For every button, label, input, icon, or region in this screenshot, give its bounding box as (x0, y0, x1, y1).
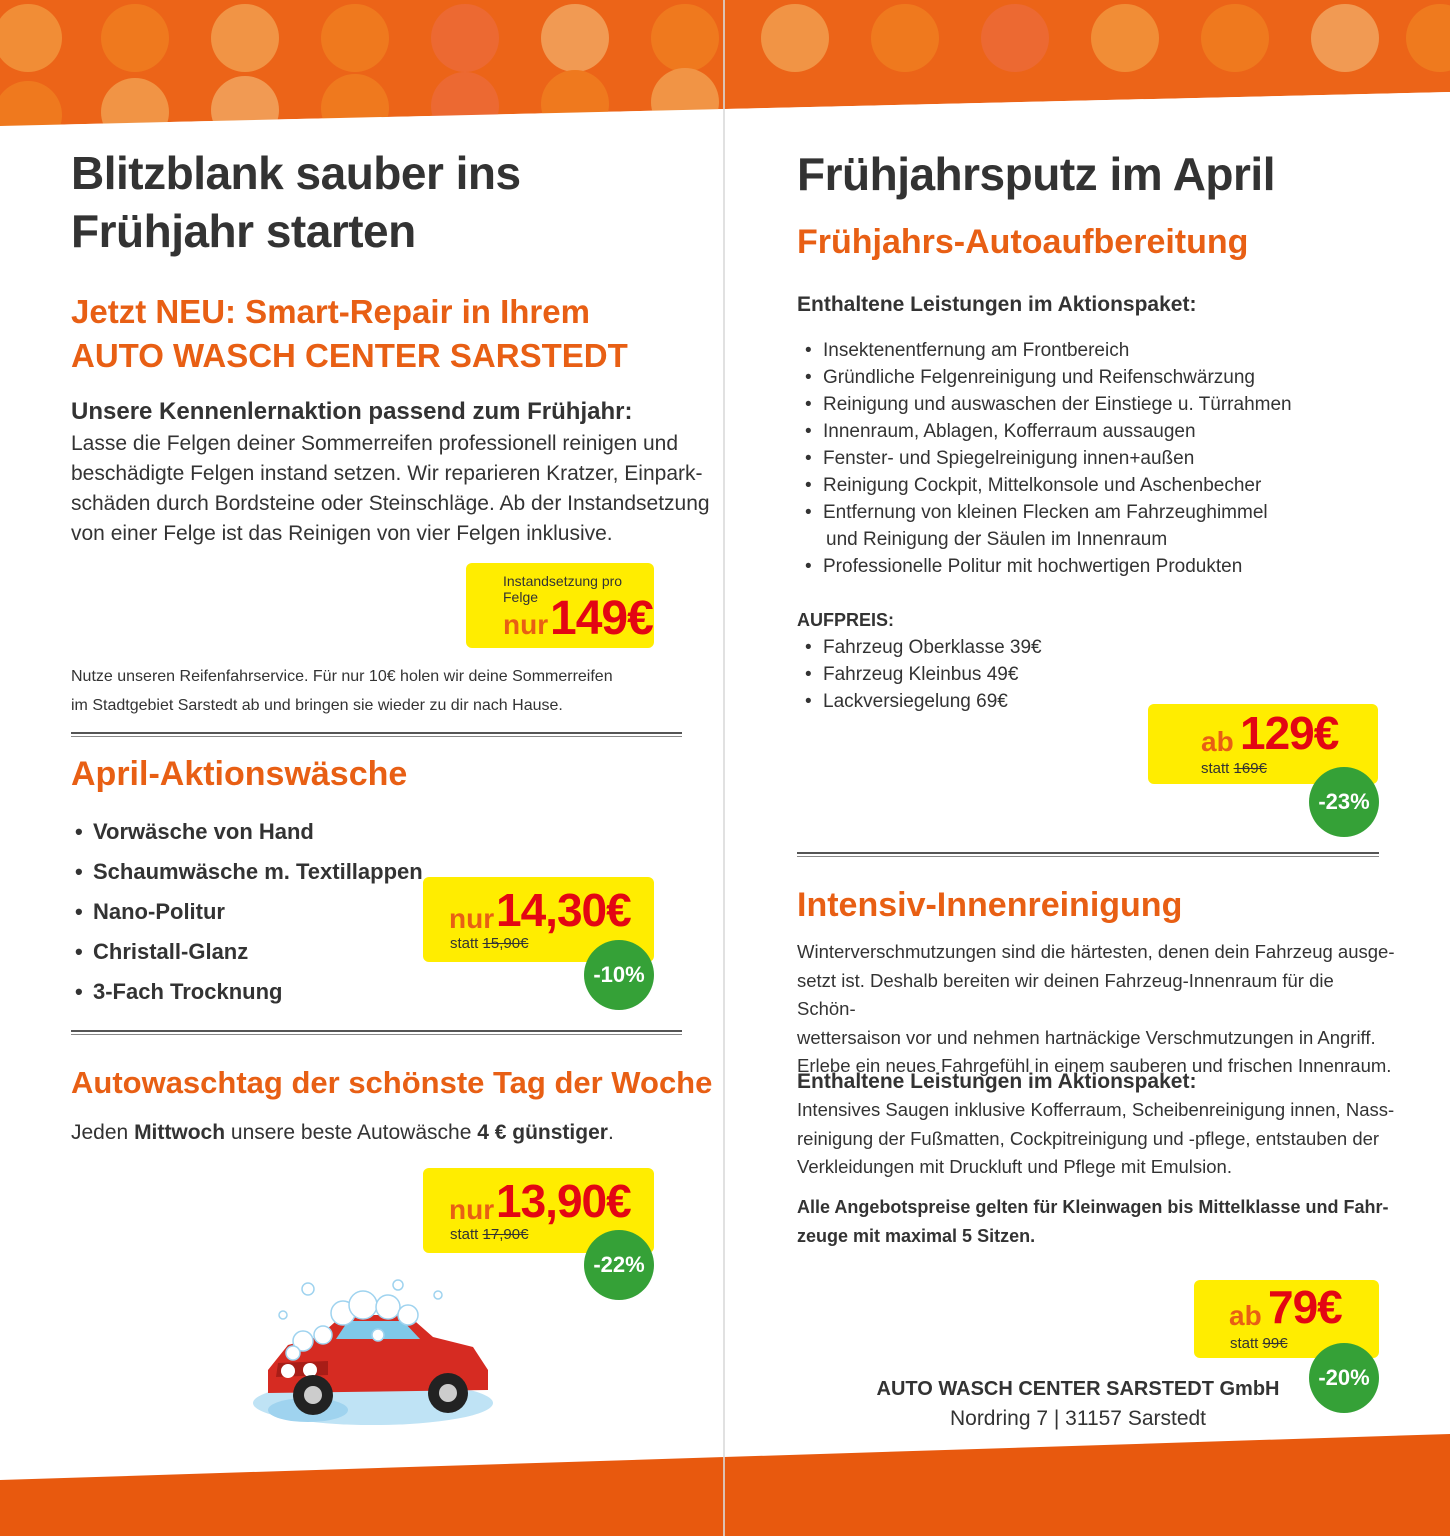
old-price-label: statt (450, 1226, 479, 1243)
divider (797, 852, 1379, 857)
smart-repair-heading-line2: AUTO WASCH CENTER SARSTEDT (71, 337, 628, 374)
price-prefix: ab (1229, 1300, 1262, 1331)
interior-included-text (797, 1096, 1397, 1182)
discount-badge: -10% (584, 940, 654, 1010)
smart-repair-heading-line1: Jetzt NEU: Smart-Repair in Ihrem (71, 293, 590, 330)
list-item: • Fahrzeug Oberklasse 39€ (801, 634, 1201, 661)
description-line: beschädigte Felgen instand setzen. Wir reparieren Kratzer, Einpark- (71, 462, 703, 485)
list-item: • Reinigung Cockpit, Mittelkonsole und Aschenbecher (801, 472, 1361, 499)
smart-repair-heading (71, 290, 711, 378)
price-box-smart-repair (466, 563, 654, 648)
list-item: • Innenraum, Ablagen, Kofferraum aussaugen (801, 418, 1361, 445)
list-item: • Schaumwäsche m. Textillappen (71, 852, 431, 892)
price-value: 79€ (1268, 1281, 1342, 1333)
note-line: zeuge mit maximal 5 Sitzen. (797, 1226, 1036, 1246)
company-name: AUTO WASCH CENTER SARSTEDT GmbH (876, 1378, 1280, 1400)
description-line: wettersaison vor und nehmen hartnäckige Verschmutzungen in Angriff. (797, 1026, 1376, 1048)
old-price-label: statt (1230, 1335, 1259, 1352)
interior-description (797, 938, 1397, 1081)
old-price-value: 17,90€ (482, 1226, 529, 1243)
intro-heading: Unsere Kennenlernaktion passend zum Frühjahr: (71, 398, 633, 425)
spring-included-heading: Enthaltene Leistungen im Aktionspaket: (797, 293, 1197, 316)
footer-band (0, 1420, 1450, 1536)
washing-car-icon (248, 1275, 498, 1435)
old-price-value: 169€ (1233, 760, 1267, 777)
list-item (801, 499, 1361, 553)
old-price-label: statt (450, 935, 479, 952)
wash-day-saving: 4 € günstiger (477, 1121, 608, 1144)
old-price (1230, 1335, 1288, 1352)
description-line: Winterverschmutzungen sind die härtesten, denen dein Fahrzeug ausge- (797, 941, 1395, 962)
discount-badge: -22% (584, 1230, 654, 1300)
old-price-value: 99€ (1262, 1335, 1288, 1352)
description-line: Erlebe ein neues Fahrgefühl in einem sauberen und frischen Innenraum. (797, 1055, 1392, 1076)
wash-day-text-part: unsere beste Autowäsche (230, 1121, 472, 1144)
header-band (0, 0, 1450, 160)
price-caption: Instandsetzung pro Felge (503, 573, 623, 605)
list-item: • 3-Fach Trocknung (71, 972, 431, 1012)
april-wash-list (71, 812, 431, 1012)
interior-heading: Intensiv-Innenreinigung (797, 886, 1183, 924)
old-price-value: 15,90€ (482, 935, 529, 952)
note-line: Nutze unseren Reifenfahrservice. Für nur 10€ holen wir deine Sommerreifen (71, 668, 613, 685)
old-price (1201, 760, 1267, 777)
included-line: reinigung der Fußmatten, Cockpitreinigung und -pflege, entstauben der (797, 1127, 1380, 1149)
list-item: • Reinigung und auswaschen der Einstiege u. Türrahmen (801, 391, 1361, 418)
surcharge-list (801, 634, 1201, 715)
list-item: • Christall-Glanz (71, 932, 431, 972)
left-title-block (71, 144, 701, 260)
price-prefix: nur (503, 609, 549, 640)
price-prefix: nur (449, 1194, 495, 1225)
list-item: • Gründliche Felgenreinigung und Reifenschwärzung (801, 364, 1361, 391)
price-value: 13,90€ (496, 1175, 631, 1227)
wash-day-text (71, 1118, 711, 1148)
price-value: 149€ (550, 592, 653, 645)
price-prefix: nur (449, 903, 495, 934)
company-block (860, 1375, 1296, 1433)
smart-repair-description (71, 429, 711, 549)
list-item: • Professionelle Politur mit hochwertigen Produkten (801, 553, 1361, 580)
price-conditions-note (797, 1193, 1397, 1251)
interior-included-heading: Enthaltene Leistungen im Aktionspaket: (797, 1070, 1197, 1093)
surcharge-heading: AUFPREIS: (797, 610, 895, 630)
price-value: 14,30€ (496, 884, 631, 936)
divider (71, 1030, 682, 1035)
wash-day-weekday: Mittwoch (134, 1121, 226, 1144)
old-price-label: statt (1201, 760, 1230, 777)
discount-badge: -23% (1309, 767, 1379, 837)
wash-day-text-part: Jeden (71, 1121, 129, 1144)
included-line: Verkleidungen mit Druckluft und Pflege mit Emulsion. (797, 1156, 1232, 1177)
page-fold (723, 0, 725, 1536)
note-line: im Stadtgebiet Sarstedt ab und bringen sie wieder zu dir nach Hause. (71, 697, 563, 714)
description-line: Lasse die Felgen deiner Sommerreifen professionell reinigen und (71, 432, 679, 455)
included-line: Intensives Saugen inklusive Kofferraum, Scheibenreinigung innen, Nass- (797, 1099, 1395, 1120)
right-title: Frühjahrsputz im April (797, 148, 1275, 200)
list-item: • Insektenentfernung am Frontbereich (801, 337, 1361, 364)
wash-day-text-end: . (607, 1121, 614, 1144)
note-line: Alle Angebotspreise gelten für Kleinwagen bis Mittelklasse und Fahr- (797, 1197, 1389, 1217)
old-price (450, 1226, 528, 1243)
april-wash-heading: April-Aktionswäsche (71, 755, 408, 793)
price-value: 129€ (1240, 707, 1339, 759)
price-prefix: ab (1201, 726, 1234, 757)
spring-heading: Frühjahrs-Autoaufbereitung (797, 223, 1249, 261)
left-title-line2: Frühjahr starten (71, 205, 416, 257)
description-line: von einer Felge ist das Reinigen von vier Felgen inklusive. (71, 522, 613, 545)
list-item: • Nano-Politur (71, 892, 431, 932)
description-line: setzt ist. Deshalb bereiten wir deinen Fahrzeug-Innenraum für die Schön- (797, 969, 1334, 1019)
description-line: schäden durch Bordsteine oder Steinschläge. Ab der Instandsetzung (71, 492, 710, 515)
company-address: Nordring 7 | 31157 Sarstedt (949, 1407, 1207, 1430)
list-item-continuation: und Reinigung der Säulen im Innenraum (826, 529, 1168, 550)
old-price (450, 935, 528, 952)
list-item: • Fahrzeug Kleinbus 49€ (801, 661, 1201, 688)
discount-badge: -20% (1309, 1343, 1379, 1413)
wash-day-heading: Autowaschtag der schönste Tag der Woche (71, 1065, 713, 1100)
list-item: • Fenster- und Spiegelreinigung innen+außen (801, 445, 1361, 472)
list-item: • Lackversiegelung 69€ (801, 688, 1201, 715)
divider (71, 732, 682, 737)
spring-services-list (801, 337, 1361, 580)
tire-service-note (71, 662, 711, 720)
list-item-text: Entfernung von kleinen Flecken am Fahrzeughimmel (823, 502, 1268, 523)
list-item: • Vorwäsche von Hand (71, 812, 431, 852)
left-title-line1: Blitzblank sauber ins (71, 147, 521, 199)
